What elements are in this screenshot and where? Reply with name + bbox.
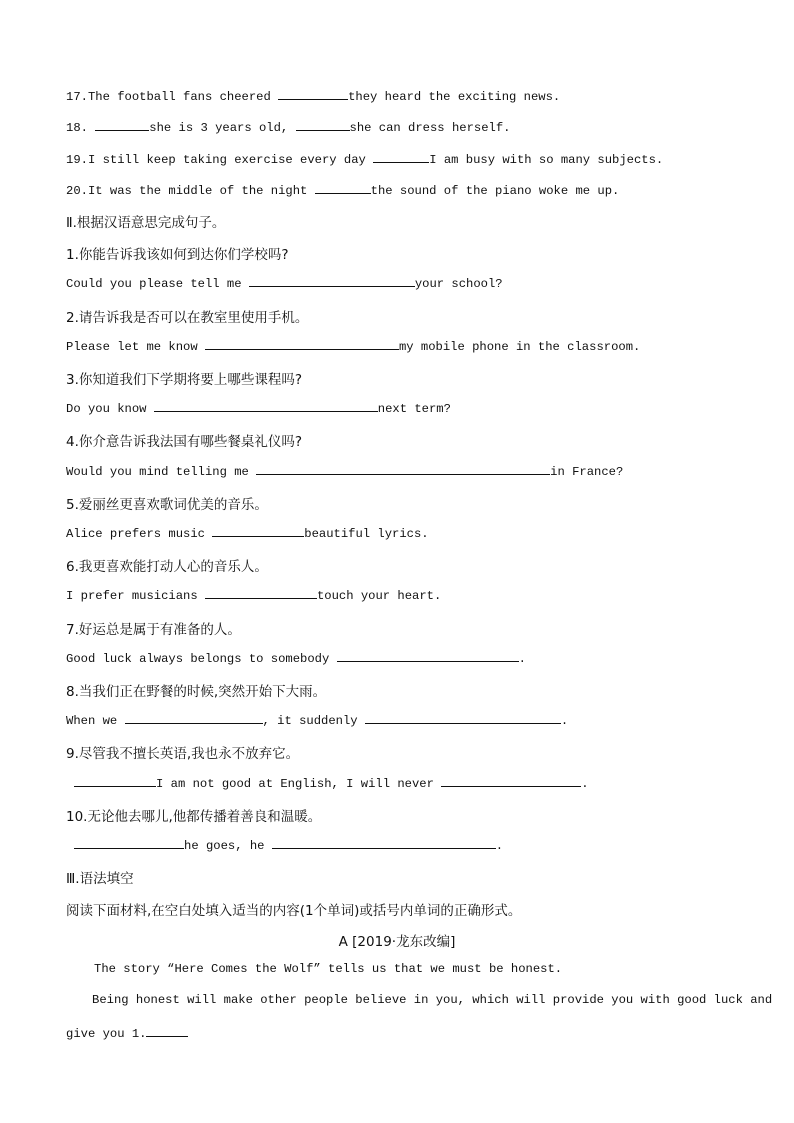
answer-blank[interactable] xyxy=(95,119,149,131)
item-6-english: I prefer musicians touch your heart. xyxy=(66,589,442,603)
answer-blank[interactable] xyxy=(74,837,184,849)
answer-blank[interactable] xyxy=(256,463,550,475)
answer-blank[interactable] xyxy=(315,182,371,194)
passage-title: A [2019·龙东改编] xyxy=(338,934,456,950)
answer-blank[interactable] xyxy=(205,338,399,350)
item-8-english: When we , it suddenly . xyxy=(66,714,569,728)
item-1-english: Could you please tell me your school? xyxy=(66,277,503,291)
question-20: 20.It was the middle of the night the sound of the piano woke me up. xyxy=(66,184,620,198)
question-19: 19.I still keep taking exercise every day I am busy with so many subjects. xyxy=(66,153,664,167)
answer-blank[interactable] xyxy=(373,151,429,163)
item-4-chinese: 4.你介意告诉我法国有哪些餐桌礼仪吗? xyxy=(66,434,303,450)
item-9-chinese: 9.尽管我不擅长英语,我也永不放弃它。 xyxy=(66,746,300,762)
passage-paragraph-2: Being honest will make other people believe in you, which will provide you with good luck and xyxy=(92,993,773,1007)
answer-blank[interactable] xyxy=(125,712,263,724)
item-6-chinese: 6.我更喜欢能打动人心的音乐人。 xyxy=(66,559,268,575)
item-7-english: Good luck always belongs to somebody . xyxy=(66,652,526,666)
answer-blank[interactable] xyxy=(146,1025,188,1037)
item-4-english: Would you mind telling me in France? xyxy=(66,465,624,479)
passage-paragraph-1: The story “Here Comes the Wolf” tells us that we must be honest. xyxy=(94,962,563,976)
passage-paragraph-3: give you 1. xyxy=(66,1025,188,1041)
answer-blank[interactable] xyxy=(441,775,581,787)
question-17: 17.The football fans cheered they heard the exciting news. xyxy=(66,90,561,104)
item-3-english: Do you know next term? xyxy=(66,402,451,416)
answer-blank[interactable] xyxy=(296,119,350,131)
question-18: 18. she is 3 years old, she can dress herself. xyxy=(66,121,511,135)
item-9-english: I am not good at English, I will never . xyxy=(74,775,589,791)
answer-blank[interactable] xyxy=(272,837,496,849)
answer-blank[interactable] xyxy=(212,525,304,537)
item-3-chinese: 3.你知道我们下学期将要上哪些课程吗? xyxy=(66,372,303,388)
item-2-chinese: 2.请告诉我是否可以在教室里使用手机。 xyxy=(66,310,309,326)
item-10-english: he goes, he . xyxy=(74,837,503,853)
answer-blank[interactable] xyxy=(249,275,415,287)
section-3-heading: Ⅲ.语法填空 xyxy=(66,871,134,887)
answer-blank[interactable] xyxy=(74,775,156,787)
answer-blank[interactable] xyxy=(154,400,378,412)
item-8-chinese: 8.当我们正在野餐的时候,突然开始下大雨。 xyxy=(66,684,327,700)
answer-blank[interactable] xyxy=(365,712,561,724)
item-1-chinese: 1.你能告诉我该如何到达你们学校吗? xyxy=(66,247,289,263)
item-5-english: Alice prefers music beautiful lyrics. xyxy=(66,527,429,541)
answer-blank[interactable] xyxy=(205,587,317,599)
answer-blank[interactable] xyxy=(278,88,348,100)
section-2-heading: Ⅱ.根据汉语意思完成句子。 xyxy=(66,215,226,231)
item-2-english: Please let me know my mobile phone in the classroom. xyxy=(66,340,641,354)
section-3-instruction: 阅读下面材料,在空白处填入适当的内容(1个单词)或括号内单词的正确形式。 xyxy=(66,903,522,919)
item-5-chinese: 5.爱丽丝更喜欢歌词优美的音乐。 xyxy=(66,497,268,513)
item-10-chinese: 10.无论他去哪儿,他都传播着善良和温暖。 xyxy=(66,809,322,825)
answer-blank[interactable] xyxy=(337,650,519,662)
item-7-chinese: 7.好运总是属于有准备的人。 xyxy=(66,622,241,638)
